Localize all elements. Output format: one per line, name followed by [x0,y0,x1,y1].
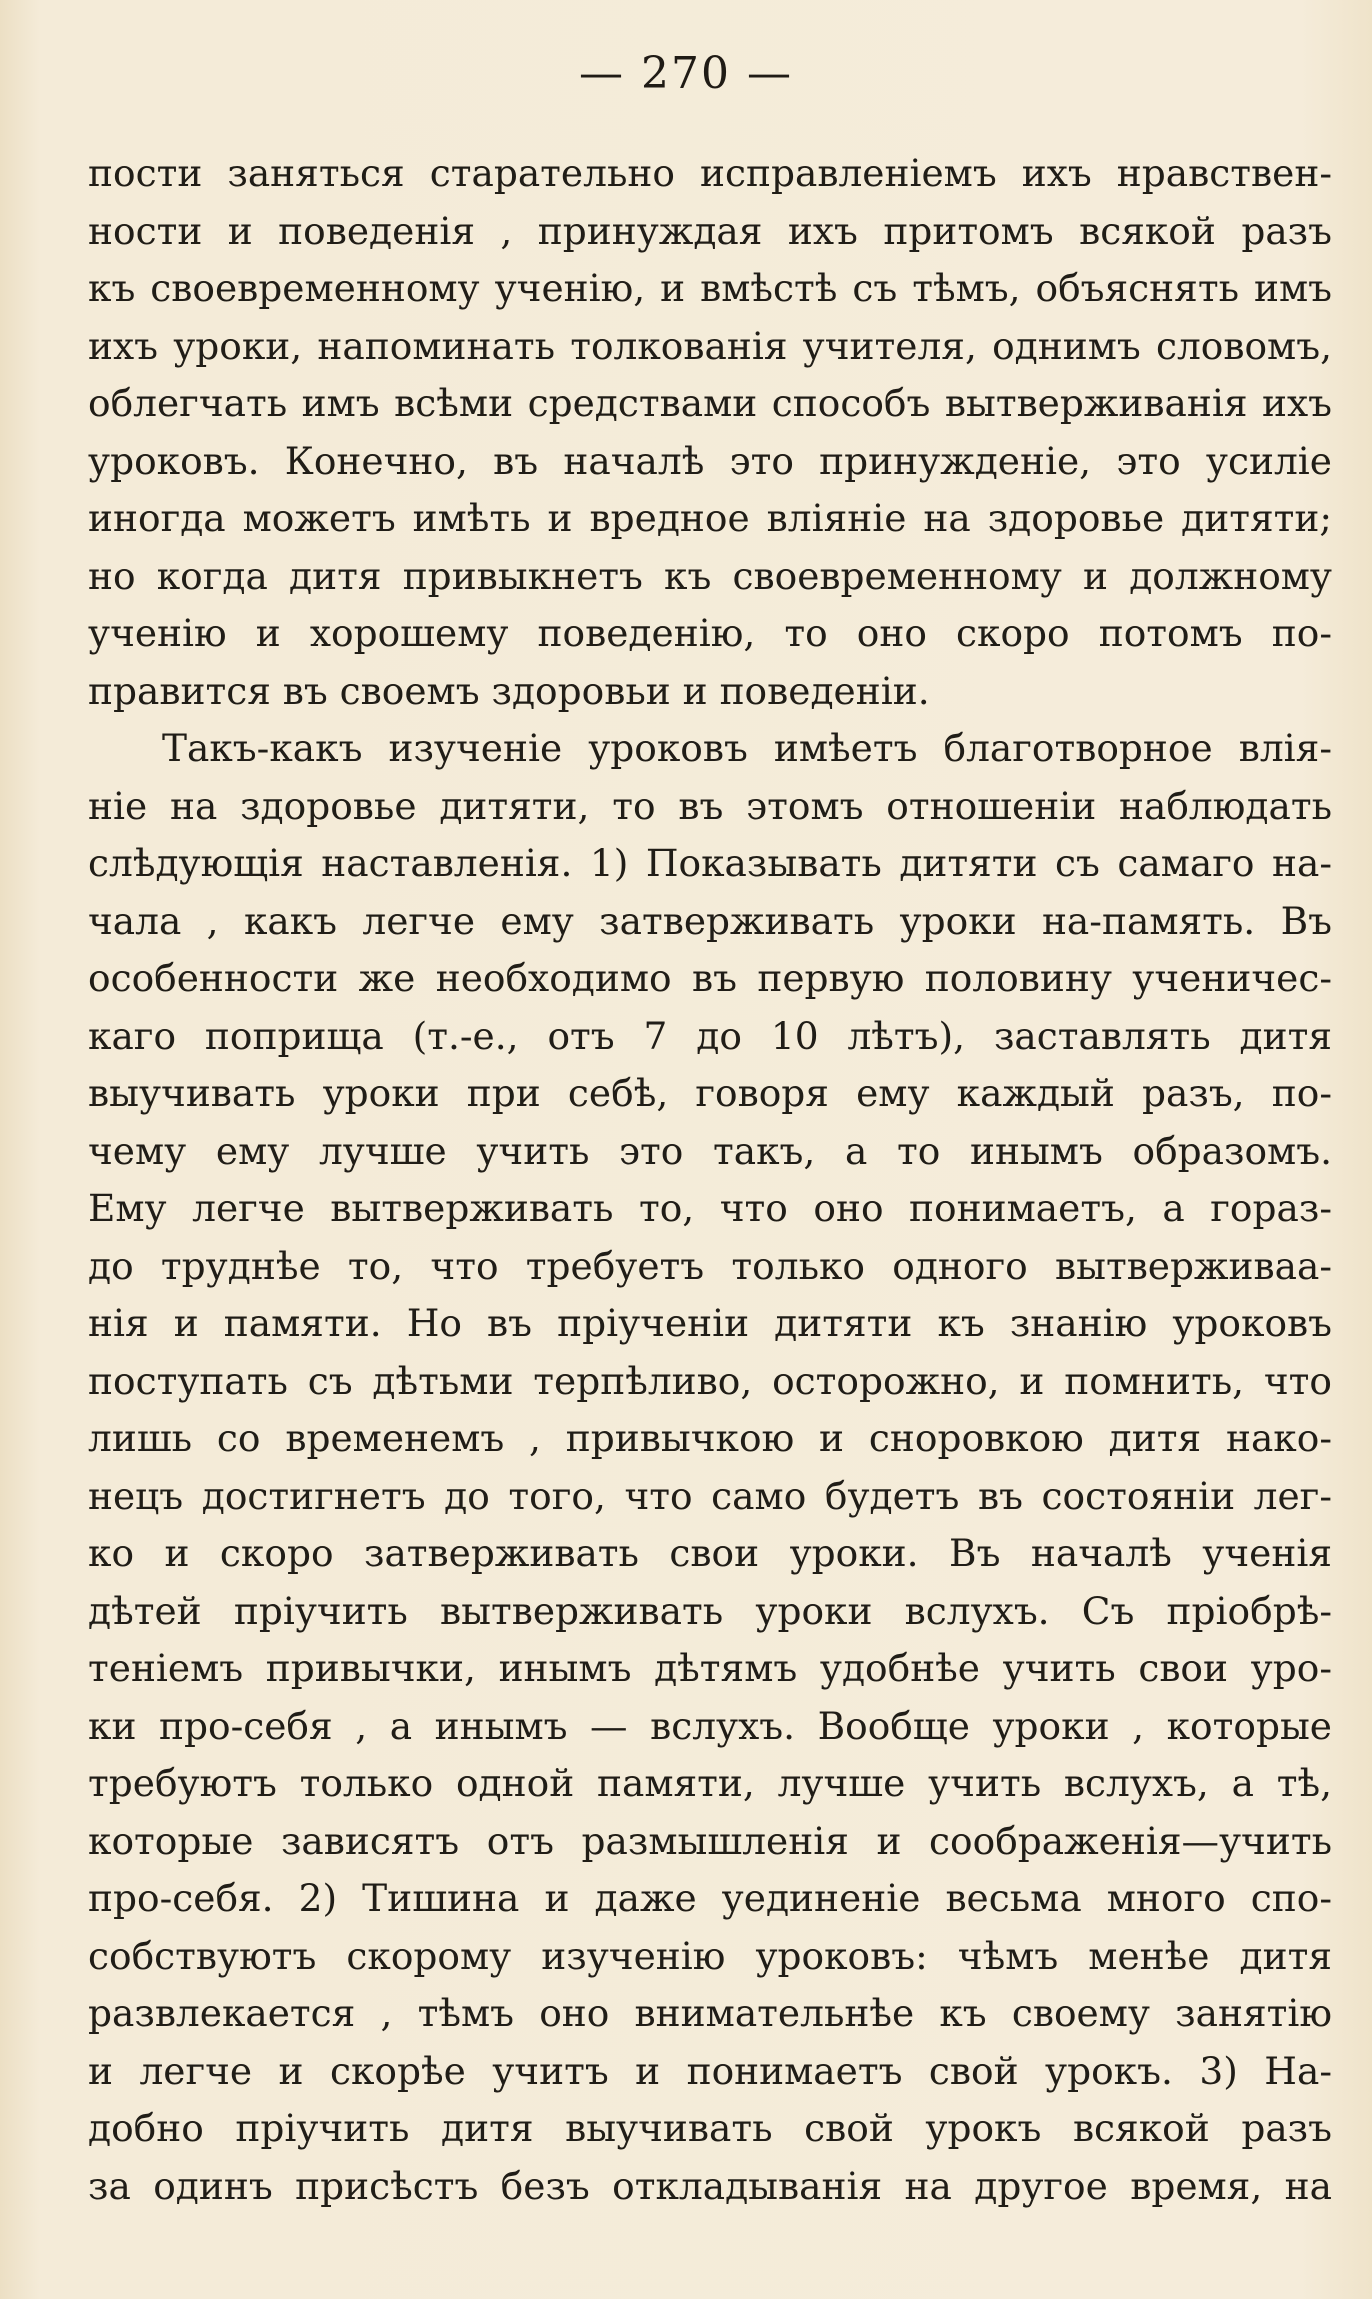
text-line: нецъ достигнетъ до того, что само будетъ въ состояніи лег- [88,1473,1332,1518]
text-line: теніемъ привычки, инымъ дѣтямъ удобнѣе учить свои уро- [88,1646,1332,1690]
text-line: ко и скоро затверживать свои уроки. Въ началѣ ученія [88,1531,1332,1575]
text-line: облегчать имъ всѣми средствами способъ вытверживанія ихъ [88,381,1332,425]
text-line: дѣтей пріучить вытверживать уроки вслухъ. Съ пріобрѣ- [88,1588,1332,1633]
text-line: иногда можетъ имѣть и вредное вліяніе на здоровье дитяти; [88,496,1332,540]
text-line: и легче и скорѣе учитъ и понимаетъ свой урокъ. 3) На- [88,2048,1332,2093]
text-line: требуютъ только одной памяти, лучше учить вслухъ, а тѣ, [88,1761,1332,1805]
text-line: развлекается , тѣмъ оно внимательнѣе къ своему занятію [88,1991,1332,2035]
text-line: чала , какъ легче ему затверживать уроки на-память. Въ [88,898,1332,943]
page-number: — 270 — [579,48,793,99]
text-line: пости заняться старательно исправленіемъ ихъ нравствен- [88,151,1332,195]
text-line: лишь со временемъ , привычкою и сноровкою дитя нако- [88,1416,1332,1460]
text-line: къ своевременному ученію, и вмѣстѣ съ тѣмъ, объяснять имъ [88,266,1332,310]
text-line: добно пріучить дитя выучивать свой урокъ всякой разъ [88,2106,1332,2150]
paragraph-first-line: Такъ-какъ изученіе уроковъ имѣетъ благотворное влія- [162,726,1332,770]
text-line: ніе на здоровье дитяти, то въ этомъ отношеніи наблюдать [88,783,1332,828]
text-line: Ему легче вытверживать то, что оно понимаетъ, а гораз- [88,1186,1332,1230]
text-line: правится въ своемъ здоровьи и поведеніи. [88,668,930,713]
text-line: особенности же необходимо въ первую половину ученичес- [88,956,1332,1000]
text-line: каго поприща (т.-е., отъ 7 до 10 лѣтъ), заставлять дитя [88,1013,1332,1058]
text-line: чему ему лучше учить это такъ, а то инымъ образомъ. [88,1128,1332,1173]
text-line: ихъ уроки, напоминать толкованія учителя, однимъ словомъ, [88,323,1332,368]
text-line: но когда дитя привыкнетъ къ своевременному и должному [88,553,1332,598]
text-line: ки про-себя , а инымъ — вслухъ. Вообще уроки , которые [88,1703,1332,1748]
text-line: ности и поведенія , принуждая ихъ притомъ всякой разъ [88,208,1332,253]
text-line: которые зависятъ отъ размышленія и соображенія—учить [88,1818,1332,1863]
text-line: до труднѣе то, что требуетъ только одного вытверживаа- [88,1243,1332,1288]
text-line: ученію и хорошему поведенію, то оно скоро потомъ по- [88,611,1332,655]
text-line: поступать съ дѣтьми терпѣливо, осторожно, и помнить, что [88,1358,1332,1403]
text-line: слѣдующія наставленія. 1) Показывать дитяти съ самаго на- [88,841,1332,885]
text-line: выучивать уроки при себѣ, говоря ему каждый разъ, по- [88,1071,1332,1115]
text-line: уроковъ. Конечно, въ началѣ это принужденіе, это усиліе [88,438,1332,483]
text-line: за одинъ присѣстъ безъ откладыванія на другое время, на [88,2163,1332,2208]
text-line: собствуютъ скорому изученію уроковъ: чѣмъ менѣе дитя [88,1933,1332,1978]
text-line: про-себя. 2) Тишина и даже уединеніе весьма много спо- [88,1876,1332,1920]
text-line: нія и памяти. Но въ пріученіи дитяти къ знанію уроковъ [88,1301,1332,1345]
body-text [88,145,1332,2215]
